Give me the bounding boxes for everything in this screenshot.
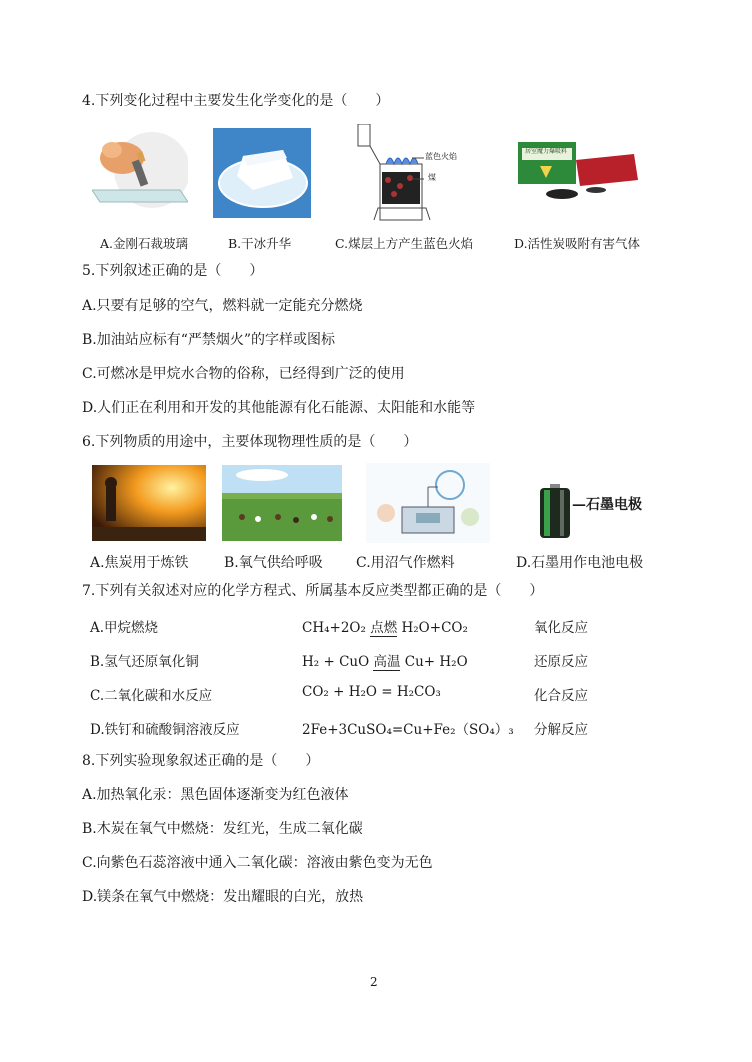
q8-option-a: A.加热氧化汞：黑色固体逐渐变为红色液体 [82, 787, 349, 803]
q7-row-c-equation: CO₂ + H₂O = H₂CO₃ [302, 684, 441, 700]
q8-option-c: C.向紫色石蕊溶液中通入二氧化碳：溶液由紫色变为无色 [82, 855, 433, 871]
battery-label-text: 石墨电极 [586, 497, 642, 513]
q4-option-b: B.干冰升华 [228, 236, 292, 251]
eq-b-condition: 高温 [373, 654, 401, 670]
q5-option-a: A.只要有足够的空气，燃料就一定能充分燃烧 [82, 298, 363, 314]
question-4-stem: 4.下列变化过程中主要发生化学变化的是（ ） [82, 93, 390, 109]
q7-row-d-type: 分解反应 [534, 722, 588, 738]
q6-option-b: B.氧气供给呼吸 [224, 555, 323, 571]
question-5-stem: 5.下列叙述正确的是（ ） [82, 263, 264, 279]
question-6-stem: 6.下列物质的用途中，主要体现物理性质的是（ ） [82, 434, 418, 450]
q7-row-a-name: A.甲烷燃烧 [90, 620, 159, 636]
q6-option-c: C.用沼气作燃料 [356, 555, 455, 571]
grassland-cattle-image [222, 465, 342, 541]
q7-row-a-equation [302, 616, 468, 636]
battery-electrode-label [572, 496, 642, 514]
q7-row-b-type: 还原反应 [534, 654, 588, 670]
q5-option-b: B.加油站应标有“严禁烟火”的字样或图标 [82, 332, 336, 348]
q4-option-a: A.金刚石裁玻璃 [100, 236, 189, 251]
q5-option-d: D.人们正在利用和开发的其他能源有化石能源、太阳能和水能等 [82, 400, 476, 416]
biogas-diagram [366, 463, 490, 543]
q7-row-c-name: C.二氧化碳和水反应 [90, 688, 213, 704]
q7-row-d-name: D.铁钉和硫酸铜溶液反应 [90, 722, 240, 738]
package-label: 居室魔力爆吸料 [525, 148, 568, 155]
coke-ironmaking-image [92, 465, 206, 541]
eq-a-left: CH₄+2O₂ [302, 620, 366, 636]
q8-option-b: B.木炭在氧气中燃烧：发红光，生成二氧化碳 [82, 821, 363, 837]
stove-flame-label: 蓝色火焰 [425, 152, 457, 161]
coal-stove-diagram [352, 124, 462, 222]
q7-row-b-equation [302, 650, 468, 670]
q7-row-c-type: 化合反应 [534, 688, 588, 704]
eq-b-left: H₂ + CuO [302, 654, 370, 670]
q7-row-d-equation: 2Fe+3CuSO₄=Cu+Fe₂（SO₄）₃ [302, 722, 514, 738]
page-number: 2 [370, 975, 378, 989]
q4-option-c: C.煤层上方产生蓝色火焰 [335, 236, 474, 251]
q4-option-d: D.活性炭吸附有害气体 [514, 236, 641, 251]
eq-a-condition: 点燃 [370, 620, 398, 636]
q8-option-d: D.镁条在氧气中燃烧：发出耀眼的白光，放热 [82, 889, 364, 905]
question-8-stem: 8.下列实验现象叙述正确的是（ ） [82, 753, 320, 769]
question-7-stem: 7.下列有关叙述对应的化学方程式、所属基本反应类型都正确的是（ ） [82, 583, 544, 599]
battery-label-dash: — [572, 497, 586, 513]
q7-row-a-type: 氧化反应 [534, 620, 588, 636]
q6-option-d: D.石墨用作电池电极 [516, 555, 644, 571]
q5-option-c: C.可燃冰是甲烷水合物的俗称，已经得到广泛的使用 [82, 366, 405, 382]
eq-b-right: Cu+ H₂O [404, 654, 468, 670]
eq-a-right: H₂O+CO₂ [401, 620, 468, 636]
diamond-cutting-glass-image [92, 130, 188, 212]
battery-image [538, 484, 572, 540]
q7-row-b-name: B.氢气还原氧化铜 [90, 654, 199, 670]
q6-option-a: A.焦炭用于炼铁 [90, 555, 189, 571]
stove-coal-label: 煤 [428, 173, 436, 182]
dry-ice-image [213, 128, 311, 218]
